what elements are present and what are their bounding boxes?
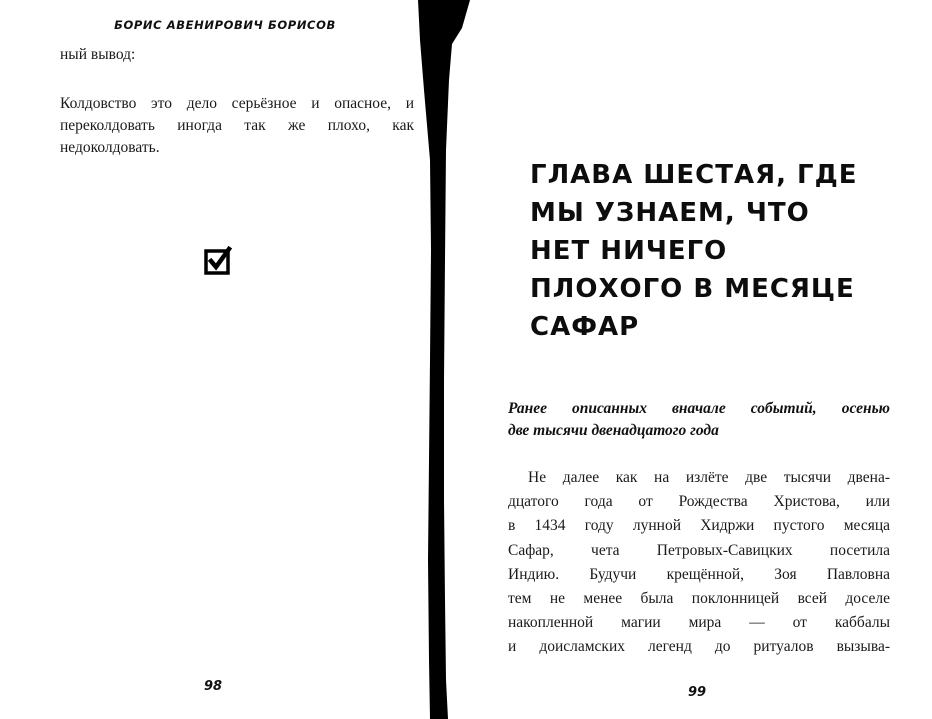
body-line: Не далее как на излёте две тысячи двена- (528, 469, 890, 486)
body-line: накопленной магии мира — от каббалы (508, 614, 890, 632)
chapter-title (530, 156, 870, 346)
paragraph-continuation: ный вывод: (60, 46, 136, 63)
paragraph-conclusion-text: Колдовство это дело серьёзное и опасное, и переколдовать иногда так же плохо, как недоколдовать. (60, 95, 414, 156)
chapter-body (508, 466, 890, 660)
left-page (0, 0, 440, 719)
checked-box-icon (203, 246, 233, 276)
chapter-title-line: НЕТ НИЧЕГО (530, 236, 728, 266)
body-line: Индию. Будучи крещённой, Зоя Павловна (508, 565, 890, 583)
running-head-author: БОРИС АВЕНИРОВИЧ БОРИСОВ (114, 18, 336, 32)
paragraph-conclusion (60, 93, 414, 159)
page-number-right: 99 (688, 685, 707, 700)
epigraph-line: две тысячи двенадцатого года (508, 422, 719, 439)
chapter-title-line: МЫ УЗНАЕМ, ЧТО (530, 198, 810, 228)
page-number-left: 98 (204, 679, 223, 694)
chapter-title-line: ГЛАВА ШЕСТАЯ, ГДЕ (530, 160, 858, 190)
body-line: в 1434 году лунной Хидржи пустого месяца (508, 517, 890, 535)
body-line: дцатого года от Рождества Христова, или (508, 493, 890, 511)
chapter-title-line: ПЛОХОГО В МЕСЯЦЕ (530, 274, 855, 304)
chapter-epigraph (508, 398, 890, 442)
body-line: и доисламских легенд до ритуалов вызыва- (508, 638, 890, 656)
body-line: Сафар, чета Петровых-Савицких посетила (508, 541, 890, 559)
right-page (470, 0, 932, 719)
body-line: тем не менее была поклонницей всей доселе (508, 590, 890, 608)
epigraph-line: Ранее описанных вначале событий, осенью (508, 400, 890, 417)
chapter-title-line: САФАР (530, 312, 640, 342)
